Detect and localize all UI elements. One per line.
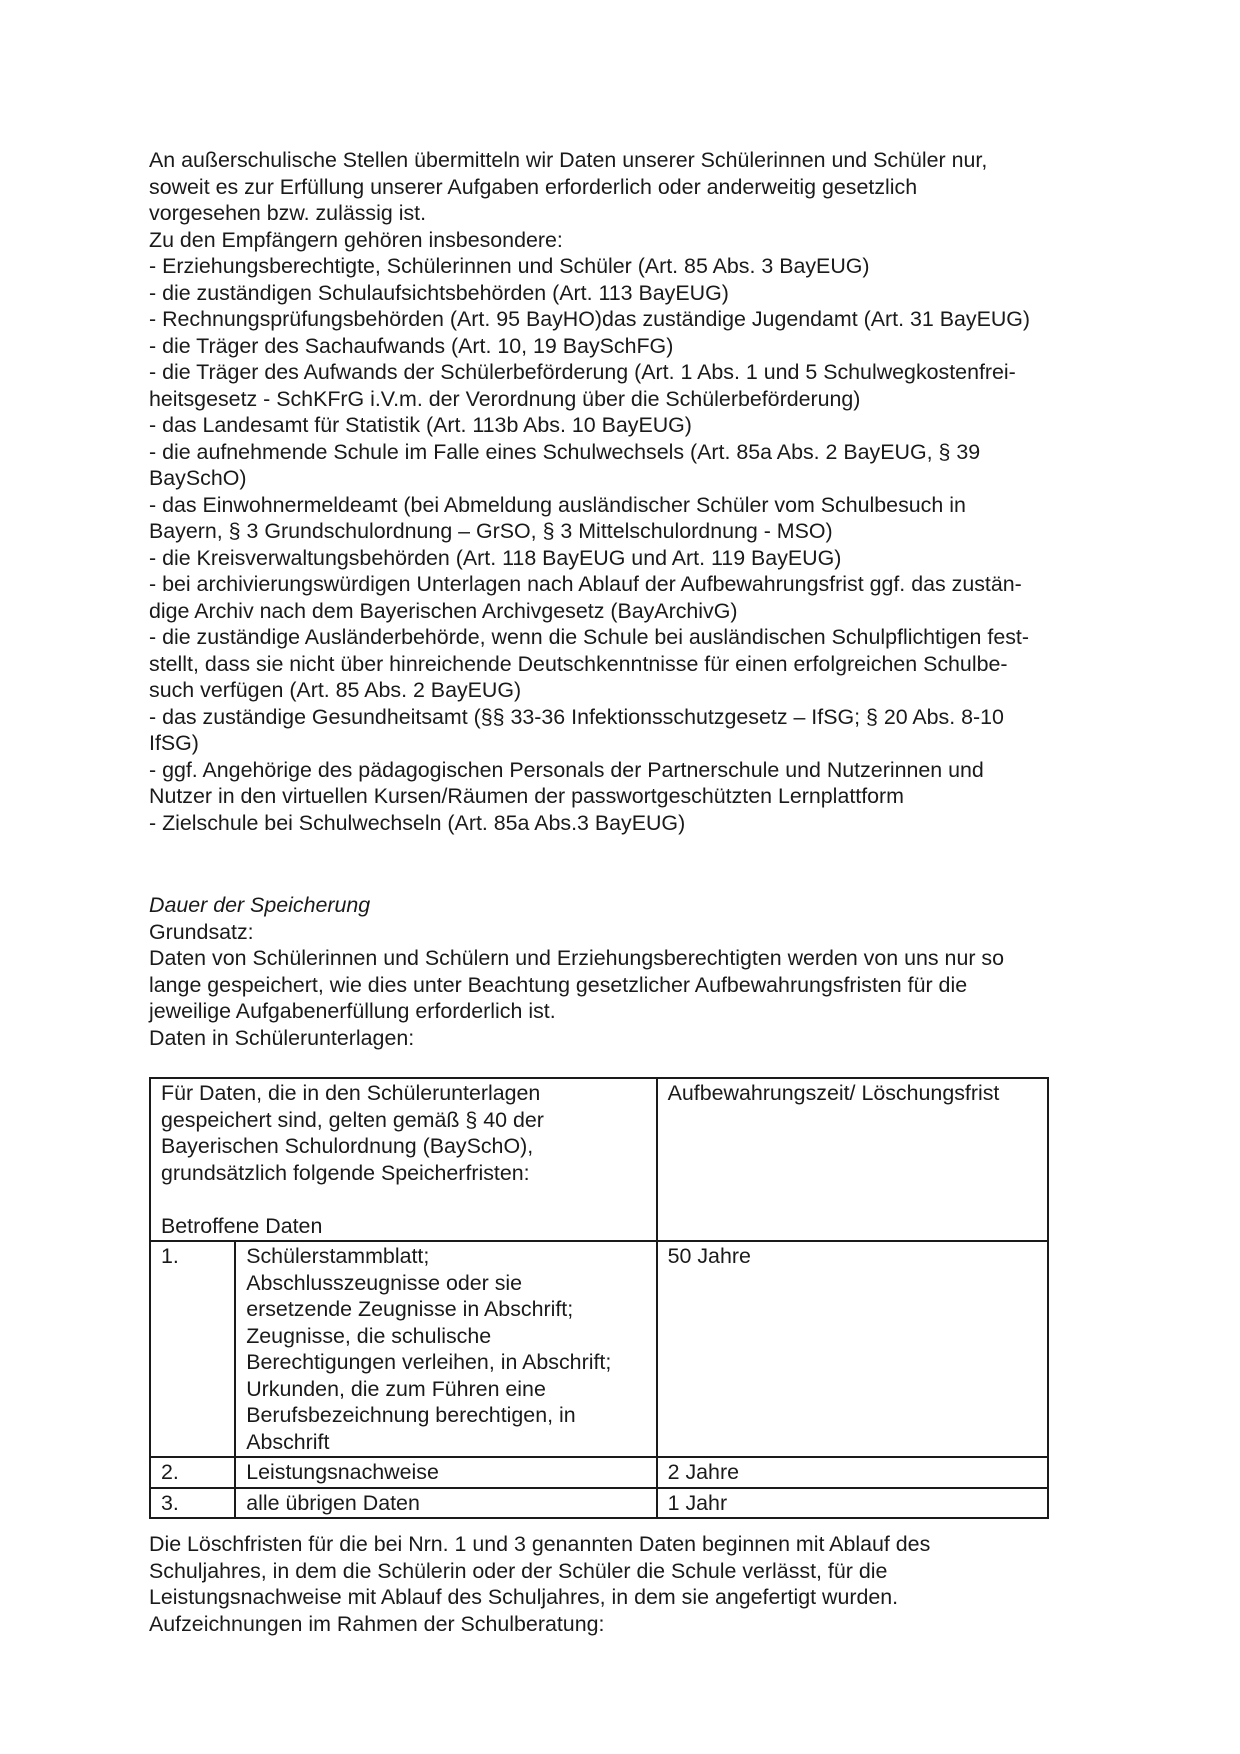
row-retention: 50 Jahre bbox=[657, 1241, 1048, 1457]
text-line: Zu den Empfängern gehören insbesondere: bbox=[149, 227, 563, 252]
table-row bbox=[150, 1457, 1048, 1488]
row-description bbox=[235, 1457, 656, 1488]
list-item-continued: dige Archiv nach dem Bayerischen Archivgesetz (BayArchivG) bbox=[149, 598, 738, 623]
text-line: soweit es zur Erfüllung unserer Aufgaben erforderlich oder anderweitig gesetzlich bbox=[149, 174, 918, 199]
section-title: Dauer der Speicherung bbox=[149, 893, 371, 917]
row-number: 1. bbox=[150, 1241, 235, 1457]
text-line: jeweilige Aufgabenerfüllung erforderlich ist. bbox=[149, 999, 556, 1023]
description-line: Berechtigungen verleihen, in Abschrift; bbox=[246, 1350, 612, 1374]
list-item-continued: Bayern, § 3 Grundschulordnung – GrSO, § 3 Mittelschulordnung - MSO) bbox=[149, 519, 833, 543]
list-item: - das Landesamt für Statistik (Art. 113b Abs. 10 BayEUG) bbox=[149, 413, 692, 437]
row-description bbox=[235, 1488, 656, 1519]
list-item: - die aufnehmende Schule im Falle eines Schulwechsels (Art. 85a Abs. 2 BayEUG, § 39 bbox=[149, 439, 981, 464]
list-item-continued: such verfügen (Art. 85 Abs. 2 BayEUG) bbox=[149, 678, 522, 702]
table-header-cell-retention bbox=[657, 1078, 1048, 1241]
table-row bbox=[150, 1241, 1048, 1457]
list-item: - die zuständigen Schulaufsichtsbehörden (Art. 113 BayEUG) bbox=[149, 280, 729, 305]
header-affected-data-label: Betroffene Daten bbox=[161, 1213, 323, 1238]
list-item-continued: stellt, dass sie nicht über hinreichende Deutschkenntnisse für einen erfolgreichen Schulbe- bbox=[149, 651, 1008, 676]
description-line: alle übrigen Daten bbox=[246, 1490, 420, 1515]
list-item: - ggf. Angehörige des pädagogischen Personals der Partnerschule und Nutzerinnen und bbox=[149, 757, 984, 782]
description-line: Abschlusszeugnisse oder sie bbox=[246, 1270, 523, 1295]
row-number: 2. bbox=[150, 1457, 235, 1488]
list-item: - die zuständige Ausländerbehörde, wenn die Schule bei ausländischen Schulpflichtigen fest- bbox=[149, 625, 1029, 649]
text-line: Die Löschfristen für die bei Nrn. 1 und 3 genannten Daten beginnen mit Ablauf des bbox=[149, 1532, 931, 1556]
header-retention-label: Aufbewahrungszeit/ Löschungsfrist bbox=[667, 1081, 1000, 1105]
list-item: - bei archivierungswürdigen Unterlagen nach Ablauf der Aufbewahrungsfrist ggf. das zustän- bbox=[149, 572, 1022, 596]
description-line: Schülerstammblatt; bbox=[246, 1244, 430, 1268]
row-number: 3. bbox=[150, 1488, 235, 1519]
text-line: Daten von Schülerinnen und Schülern und Erziehungsberechtigten werden von uns nur so bbox=[149, 946, 1004, 970]
table-header-row bbox=[150, 1078, 1048, 1241]
list-item: - Zielschule bei Schulwechseln (Art. 85a Abs.3 BayEUG) bbox=[149, 810, 686, 835]
list-item: - die Kreisverwaltungsbehörden (Art. 118 BayEUG und Art. 119 BayEUG) bbox=[149, 545, 842, 570]
list-item-continued: IfSG) bbox=[149, 731, 199, 755]
text-line: Grundsatz: bbox=[149, 919, 254, 944]
list-item-continued: BaySchO) bbox=[149, 466, 247, 490]
list-item: - die Träger des Sachaufwands (Art. 10, 19 BaySchFG) bbox=[149, 333, 674, 358]
text-line: Schuljahres, in dem die Schülerin oder der Schüler die Schule verlässt, für die bbox=[149, 1558, 888, 1583]
table-header-cell-data bbox=[150, 1078, 657, 1241]
description-line: Abschrift bbox=[246, 1429, 330, 1454]
description-line: Leistungsnachweise bbox=[246, 1460, 439, 1484]
description-line: ersetzende Zeugnisse in Abschrift; bbox=[246, 1297, 574, 1321]
text-line: lange gespeichert, wie dies unter Beachtung gesetzlicher Aufbewahrungsfristen für die bbox=[149, 972, 968, 997]
header-text-line: gespeichert sind, gelten gemäß § 40 der bbox=[161, 1107, 544, 1132]
table-row bbox=[150, 1488, 1048, 1519]
list-item-continued: Nutzer in den virtuellen Kursen/Räumen der passwortgeschützten Lernplattform bbox=[149, 784, 905, 808]
list-item: - Rechnungsprüfungsbehörden (Art. 95 BayHO)das zuständige Jugendamt (Art. 31 BayEUG) bbox=[149, 307, 1031, 331]
description-line: Zeugnisse, die schulische bbox=[246, 1323, 492, 1348]
header-text-line: Bayerischen Schulordnung (BaySchO), bbox=[161, 1134, 534, 1158]
retention-table bbox=[149, 1077, 1049, 1519]
row-description bbox=[235, 1241, 656, 1457]
description-line: Urkunden, die zum Führen eine bbox=[246, 1376, 546, 1401]
deletion-section bbox=[149, 1531, 1109, 1637]
list-item: - die Träger des Aufwands der Schülerbeförderung (Art. 1 Abs. 1 und 5 Schulwegkostenfrei- bbox=[149, 360, 1016, 384]
header-spacer bbox=[161, 1186, 646, 1213]
header-text-line: grundsätzlich folgende Speicherfristen: bbox=[161, 1160, 530, 1185]
text-line: vorgesehen bzw. zulässig ist. bbox=[149, 201, 427, 225]
text-line: Aufzeichnungen im Rahmen der Schulberatung: bbox=[149, 1611, 605, 1636]
list-item: - das Einwohnermeldeamt (bei Abmeldung ausländischer Schüler vom Schulbesuch in bbox=[149, 492, 966, 517]
text-line: Leistungsnachweise mit Ablauf des Schuljahres, in dem sie angefertigt wurden. bbox=[149, 1585, 899, 1609]
text-line: Daten in Schülerunterlagen: bbox=[149, 1025, 415, 1050]
list-item: - Erziehungsberechtigte, Schülerinnen und Schüler (Art. 85 Abs. 3 BayEUG) bbox=[149, 254, 870, 278]
list-item-continued: heitsgesetz - SchKFrG i.V.m. der Verordnung über die Schülerbeförderung) bbox=[149, 386, 861, 411]
recipients-section bbox=[149, 147, 1109, 836]
row-retention: 1 Jahr bbox=[657, 1488, 1048, 1519]
text-line: An außerschulische Stellen übermitteln wir Daten unserer Schülerinnen und Schüler nur, bbox=[149, 148, 988, 172]
description-line: Berufsbezeichnung berechtigen, in bbox=[246, 1403, 576, 1427]
header-text-line: Für Daten, die in den Schülerunterlagen bbox=[161, 1081, 541, 1105]
list-item: - das zuständige Gesundheitsamt (§§ 33-36 Infektionsschutzgesetz – IfSG; § 20 Abs. 8-10 bbox=[149, 704, 1004, 729]
row-retention: 2 Jahre bbox=[657, 1457, 1048, 1488]
storage-section bbox=[149, 892, 1109, 1051]
